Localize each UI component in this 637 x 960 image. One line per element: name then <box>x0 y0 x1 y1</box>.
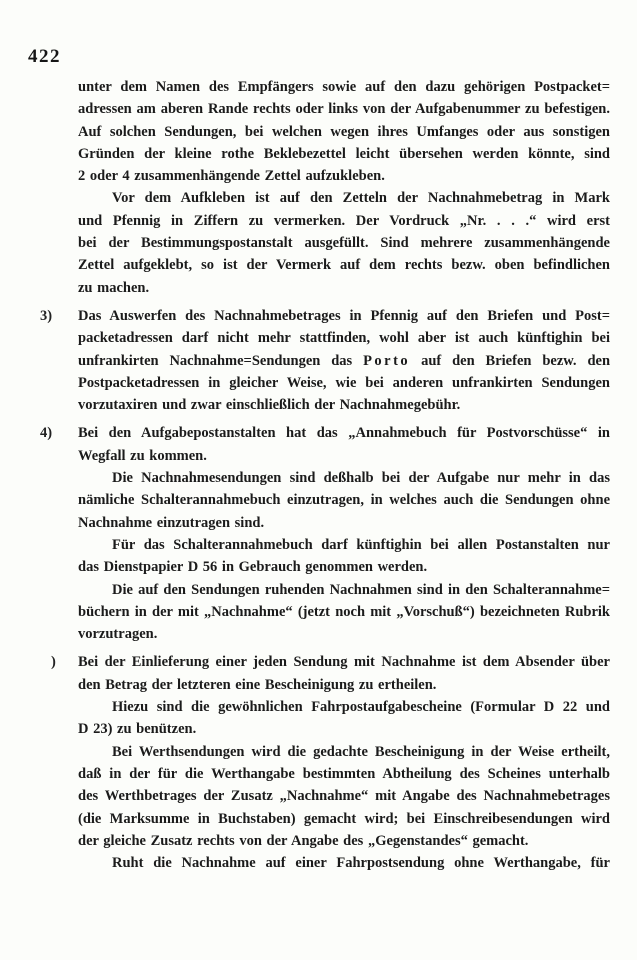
paragraph <box>78 76 610 187</box>
text-line: büchern in der mit „Nachnahme“ (jetzt noch mit „Vorschuß“) bezeichneten Rubrik <box>78 603 610 620</box>
text-line: Vor dem Aufkleben ist auf den Zetteln der Nachnahmebetrag in Mark <box>112 190 610 207</box>
text-line: Auf solchen Sendungen, bei welchen wegen ihres Umfanges oder aus sonstigen <box>78 123 610 140</box>
text-line: Das Auswerfen des Nachnahmebetrages in Pfennig auf den Briefen und Post= <box>78 307 610 324</box>
text-line: 2 oder 4 zusammenhängende Zettel aufzukleben. <box>78 168 385 185</box>
paragraph <box>78 852 610 874</box>
text-line: unter dem Namen des Empfängers sowie auf den dazu gehörigen Postpacket= <box>78 79 610 95</box>
text-line: adressen am aberen Rande rechts oder links von der Aufgabenummer zu befestigen. <box>78 101 610 118</box>
paragraph <box>78 741 610 852</box>
paragraph <box>78 579 610 646</box>
item-marker: 4) <box>40 425 53 442</box>
text-line: Die Nachnahmesendungen sind deßhalb bei der Aufgabe nur mehr in das <box>112 470 610 487</box>
text-line: Ruht die Nachnahme auf einer Fahrpostsendung ohne Werthangabe, für <box>112 855 610 872</box>
numbered-item-block <box>51 651 610 874</box>
text-line: D 23) zu benützen. <box>78 721 197 738</box>
text-line: den Betrag der letzteren eine Bescheinigung zu ertheilen. <box>78 676 437 693</box>
text-line: und Pfennig in Ziffern zu vermerken. Der Vordruck „Nr. . . .“ wird erst <box>78 212 610 229</box>
text-line: des Werthbetrages der Zusatz „Nachnahme“ mit Angabe des Nachnahmebetrages <box>78 788 610 805</box>
text-line: Hiezu sind die gewöhnlichen Fahrpostaufgabescheine (Formular D 22 und <box>112 699 610 716</box>
text-line: Die auf den Sendungen ruhenden Nachnahmen sind in den Schalterannahme= <box>112 581 610 598</box>
paragraph <box>78 651 610 696</box>
text-line: Wegfall zu kommen. <box>78 447 207 464</box>
page-body <box>40 76 610 874</box>
text-line: vorzutragen. <box>78 626 158 643</box>
paragraph <box>78 467 610 534</box>
numbered-item-block <box>40 422 610 645</box>
text-line: nämliche Schalterannahmebuch einzutragen, in welches auch die Sendungen ohne <box>78 492 610 509</box>
text-line: das Dienstpapier D 56 in Gebrauch genommen werden. <box>78 559 428 576</box>
numbered-item-block <box>40 305 610 416</box>
item-marker: ) <box>51 654 56 671</box>
paragraph-block <box>78 76 610 299</box>
text-line: Bei den Aufgabepostanstalten hat das „Annahmebuch für Postvorschüsse“ in <box>78 425 610 442</box>
text-line: Postpacketadressen in gleicher Weise, wie bei anderen unfrankirten Sendungen <box>78 374 610 391</box>
paragraph <box>78 534 610 579</box>
text-line: Für das Schalterannahmebuch darf künftighin bei allen Postanstalten nur <box>112 536 610 553</box>
text-line: Gründen der kleine rothe Beklebezettel leicht übersehen werden könnte, sind <box>78 145 610 162</box>
text-line: der gleiche Zusatz rechts von der Angabe des „Gegenstandes“ gemacht. <box>78 832 529 849</box>
text-line: packetadressen darf nicht mehr stattfinden, wohl aber ist auch künftighin bei <box>78 330 610 347</box>
letterspaced-word: Porto <box>363 352 411 369</box>
text-line: unfrankirten Nachnahme=Sendungen das Porto auf den Briefen bezw. den <box>78 352 610 369</box>
text-line: bei der Bestimmungspostanstalt ausgefüllt. Sind mehrere zusammenhängende <box>78 235 610 252</box>
text-line: Bei der Einlieferung einer jeden Sendung mit Nachnahme ist dem Absender über <box>78 654 610 671</box>
text-line: vorzutaxiren und zwar einschließlich der Nachnahmegebühr. <box>78 397 461 414</box>
text-line: daß in der für die Werthangabe bestimmten Abtheilung des Scheines unterhalb <box>78 765 610 782</box>
text-line: Zettel aufgeklebt, so ist der Vermerk auf dem rechts bezw. oben befindlichen <box>78 257 610 274</box>
item-marker: 3) <box>40 307 53 324</box>
page-number: 422 <box>28 46 61 67</box>
text-line: Nachnahme einzutragen sind. <box>78 514 265 531</box>
text-line: (die Marksumme in Buchstaben) gemacht wird; bei Einschreibesendungen wird <box>78 810 610 827</box>
text-line: zu machen. <box>78 279 150 296</box>
paragraph <box>78 305 610 416</box>
paragraph <box>78 696 610 741</box>
paragraph <box>78 187 610 298</box>
text-line: Bei Werthsendungen wird die gedachte Bescheinigung in der Weise ertheilt, <box>112 743 610 760</box>
paragraph <box>78 422 610 467</box>
